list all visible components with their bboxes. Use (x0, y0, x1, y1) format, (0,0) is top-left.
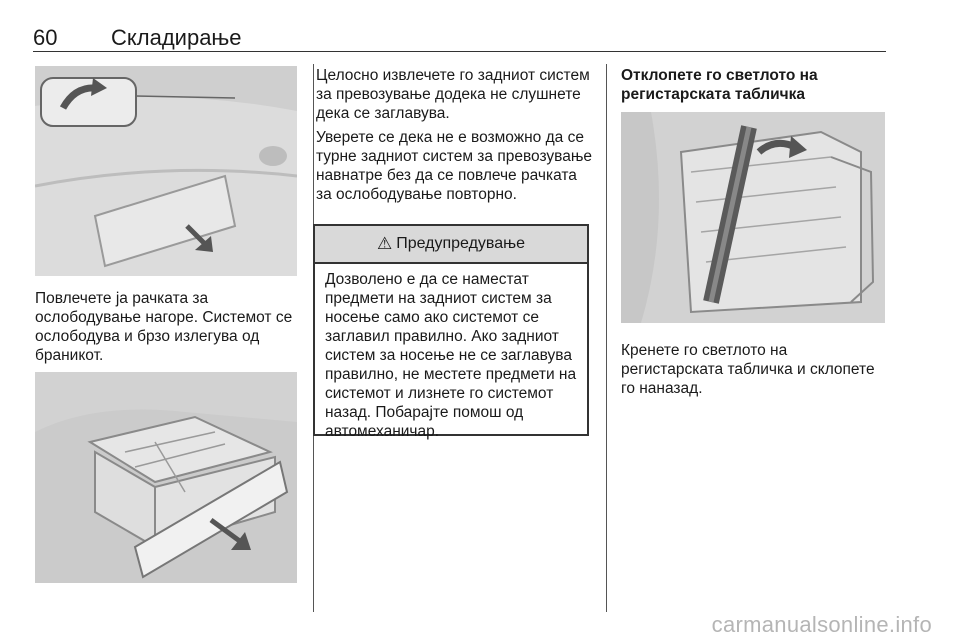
middle-paragraph-2: Уверете се дека не е возможно да се турне задниот систем за превозување навнатре без да се повлече рачката за ослободување повторно. (316, 129, 593, 203)
warning-text: Дозволено е да се наместат предмети на задниот систем за носење само ако системот се заглавил правилно. Ако задниот систем за носење не се заглавува правилно, не местете предмети на системот и лизнете го системот назад. Побарајте помош од автомеханичар. (325, 271, 577, 440)
right-paragraph: Кренете го светлото на регистарската табличка и склопете го наназад. (621, 342, 875, 397)
column-divider-right (606, 64, 607, 612)
page-number: 60 (33, 25, 58, 50)
middle-paragraph-1: Целосно извлечете го задниот систем за превозување додека не слушнете дека се заглавува. (316, 67, 590, 122)
figure-carrier-extended (35, 372, 297, 583)
figure-plate-light (621, 112, 885, 323)
right-heading: Отклопете го светлото на регистарската табличка (621, 67, 818, 103)
watermark: carmanualsonline.info (711, 612, 932, 637)
left-paragraph: Повлечете ја рачката за ослободување нагоре. Системот се ослободува и брзо излегува од браникот. (35, 290, 293, 364)
figure-carrier-extended-drawing (35, 372, 297, 583)
header-rule (33, 51, 886, 52)
warning-box (313, 224, 589, 440)
figure-plate-light-drawing (621, 112, 885, 323)
warning-triangle-icon: ⚠ (376, 234, 393, 253)
warning-header (315, 226, 587, 264)
figure-release-handle (35, 66, 297, 276)
page-title: Складирање (111, 25, 242, 50)
warning-title: Предупредување (396, 235, 526, 252)
figure-release-handle-drawing (35, 66, 297, 276)
